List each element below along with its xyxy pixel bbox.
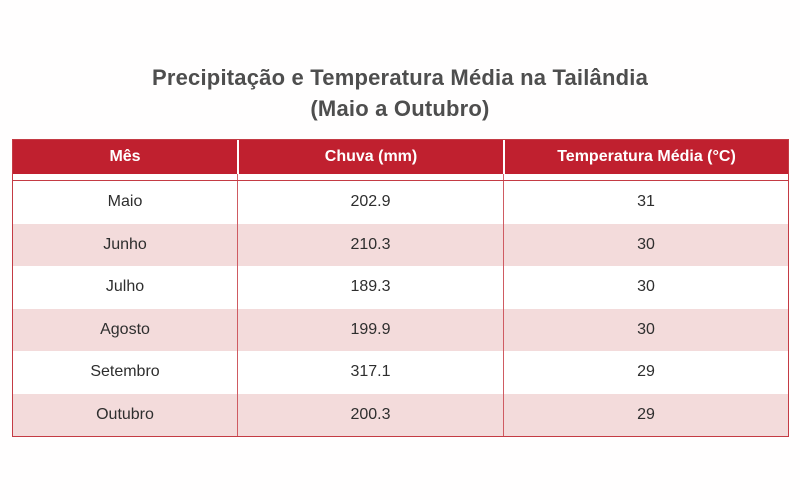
table-row-maio (13, 181, 788, 224)
table-body (13, 180, 788, 436)
table-cell: 200.3 (237, 394, 503, 437)
table-cell: 189.3 (237, 266, 503, 309)
title-line-2: (Maio a Outubro) (310, 96, 490, 122)
header-cell-mes: Mês (109, 148, 141, 165)
table-cell: 199.9 (237, 309, 503, 352)
table-row-setembro (13, 351, 788, 394)
table-cell: 30 (503, 224, 788, 267)
table-row-outubro (13, 394, 788, 437)
table-cell: Maio (107, 193, 143, 211)
table-cell: 29 (503, 394, 788, 437)
table-cell: 202.9 (237, 181, 503, 224)
data-table (12, 139, 789, 437)
table-cell: Agosto (100, 320, 150, 338)
header-body-spacer (13, 174, 788, 180)
table-row-agosto (13, 309, 788, 352)
table-cell: 30 (503, 266, 788, 309)
table-header-row (13, 140, 788, 174)
table-cell: Outubro (96, 405, 154, 423)
table-cell: 317.1 (237, 351, 503, 394)
table-cell: 31 (503, 181, 788, 224)
title-line-1: Precipitação e Temperatura Média na Tailândia (151, 65, 649, 90)
page-title (0, 62, 800, 124)
table-cell: Junho (103, 235, 147, 253)
table-row-julho (13, 266, 788, 309)
table-row-junho (13, 224, 788, 267)
table-cell: 30 (503, 309, 788, 352)
table-cell: Setembro (90, 363, 160, 381)
header-cell-chuva: Chuva (mm) (237, 140, 503, 174)
table-cell: 29 (503, 351, 788, 394)
table-cell: Julho (105, 278, 145, 296)
table-cell: 210.3 (237, 224, 503, 267)
header-cell-temperatura: Temperatura Média (°C) (503, 140, 788, 174)
